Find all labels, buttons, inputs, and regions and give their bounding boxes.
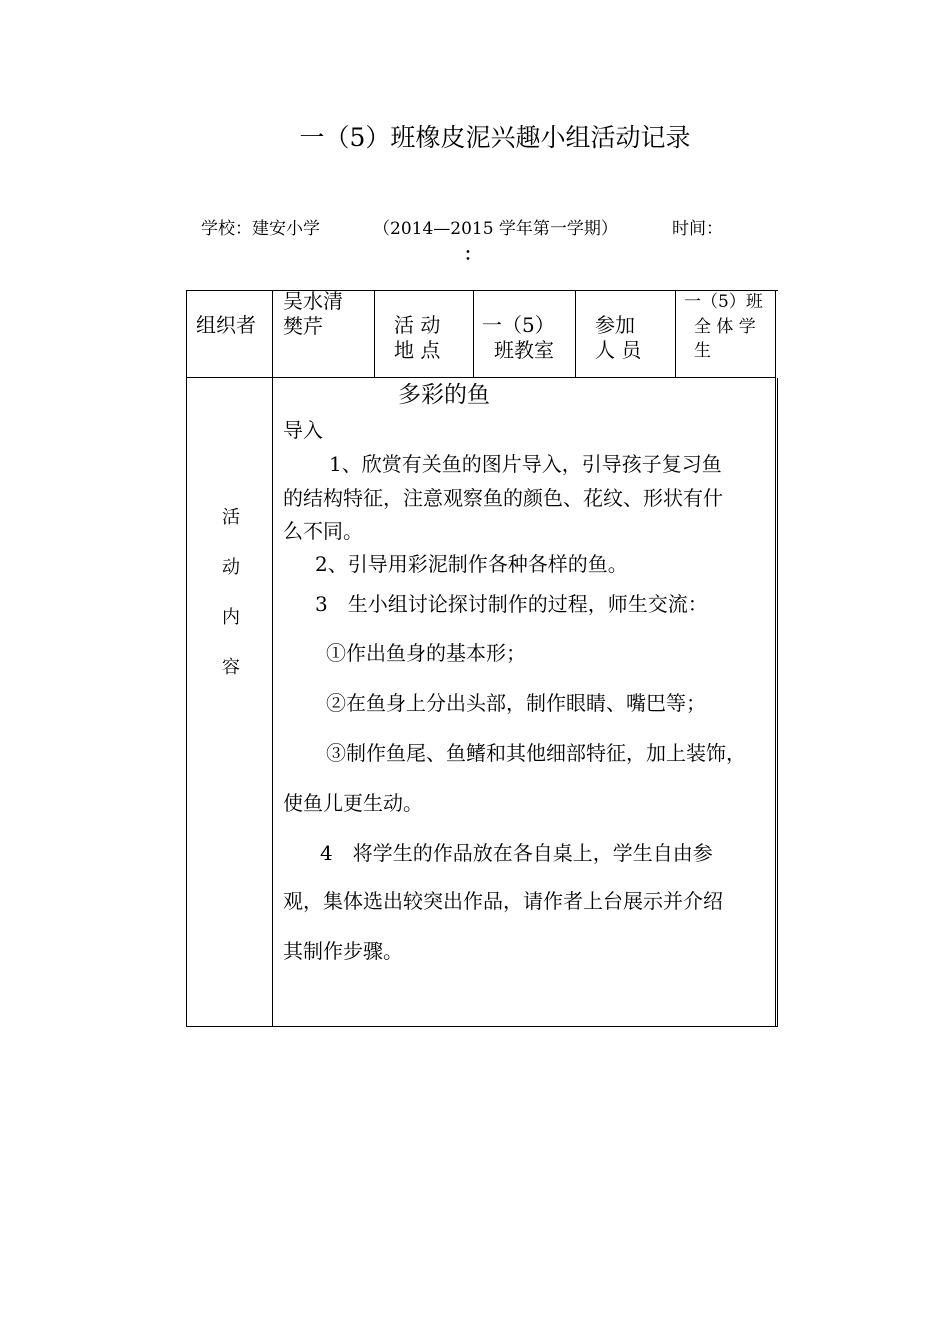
content-line-10: 4 将学生的作品放在各自桌上，学生自由参 (320, 841, 713, 865)
content-topic: 多彩的鱼 (398, 382, 490, 408)
content-line-5: 3 生小组讨论探讨制作的过程，师生交流： (315, 592, 708, 616)
location-label-line-1: 活 动 (394, 313, 441, 337)
location-value-line-1: 一（5） (482, 313, 555, 337)
participants-value-line-1: 一（5）班 (684, 292, 763, 312)
content-line-8: ③制作鱼尾、鱼鳍和其他细部特征，加上装饰， (326, 741, 746, 765)
location-value-line-2: 班教室 (494, 338, 554, 362)
table-border-right-double (777, 378, 778, 1027)
content-label-char-2: 动 (222, 557, 240, 578)
label-column-divider (272, 290, 273, 1027)
content-label-char-1: 活 (222, 507, 240, 528)
content-line-4: 2、引导用彩泥制作各种各样的鱼。 (315, 552, 628, 576)
participants-label-line-1: 参加 (595, 313, 635, 337)
content-intro: 导入 (283, 418, 323, 442)
column-divider-3 (473, 290, 474, 378)
participants-label-line-2: 人 员 (595, 338, 642, 362)
organizer-name-1: 吴水清 (283, 289, 343, 313)
organizer-label: 组织者 (196, 313, 256, 337)
content-line-9: 使鱼儿更生动。 (283, 791, 423, 815)
column-divider-4 (575, 290, 576, 378)
location-label-line-2: 地 点 (394, 338, 441, 362)
table-border-left (186, 290, 187, 1027)
time-label: 时间： (672, 219, 723, 239)
content-line-2: 的结构特征，注意观察鱼的颜色、花纹、形状有什 (283, 486, 723, 510)
table-border-bottom (186, 1026, 778, 1027)
colon-mark: ： (464, 245, 481, 265)
content-label-char-4: 容 (222, 657, 240, 678)
participants-value-line-3: 生 (694, 341, 711, 361)
content-label-char-3: 内 (222, 607, 240, 628)
content-line-12: 其制作步骤。 (283, 939, 403, 963)
content-line-3: 么不同。 (283, 519, 363, 543)
school-label: 学校：建安小学 (201, 219, 320, 239)
content-line-11: 观，集体选出较突出作品，请作者上台展示并介绍 (283, 889, 723, 913)
organizer-name-2: 樊芹 (283, 314, 323, 338)
term-label: （2014—2015 学年第一学期） (373, 219, 618, 239)
content-line-7: ②在鱼身上分出头部，制作眼睛、嘴巴等； (326, 691, 706, 715)
participants-value-line-2: 全 体 学 (694, 317, 756, 337)
content-line-1: 1、欣赏有关鱼的图片导入，引导孩子复习鱼 (329, 452, 722, 476)
column-divider-2 (374, 290, 375, 378)
content-line-6: ①作出鱼身的基本形； (326, 641, 526, 665)
column-divider-5 (675, 290, 676, 378)
table-border-right (775, 290, 776, 1027)
document-title: 一（5）班橡皮泥兴趣小组活动记录 (299, 123, 691, 152)
